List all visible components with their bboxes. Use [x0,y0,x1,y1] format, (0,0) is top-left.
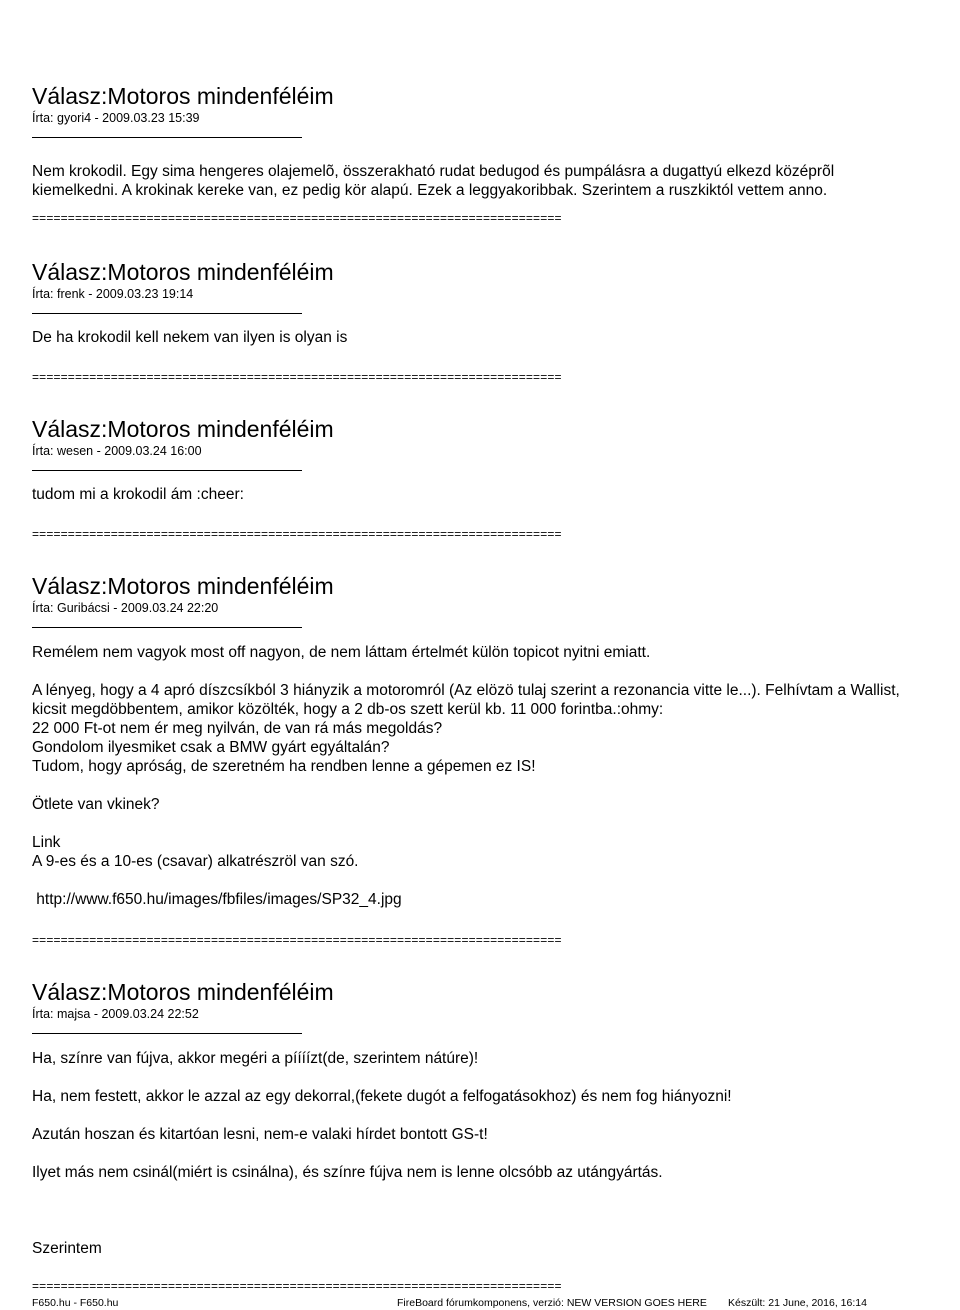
forum-post [32,979,952,1258]
link-text[interactable]: Link [32,834,61,851]
post-separator: ========================================================================== [32,370,562,384]
footer-site: F650.hu - F650.hu [32,1297,119,1309]
post-text-line: 22 000 Ft-ot nem ér meg nyilván, de van rá más megoldás? [32,720,443,737]
post-text-line: Szerintem [32,1240,102,1257]
post-body [32,485,952,504]
post-text-line: Ilyet más nem csinál(miért is csinálna), és színre fújva nem is lenne olcsóbb az utángyártás. [32,1164,663,1181]
post-body [32,328,952,347]
post-text-line: A 9-es és a 10-es (csavar) alkatrészröl van szó. [32,853,359,870]
post-text-line: De ha krokodil kell nekem van ilyen is olyan is [32,329,348,346]
post-text-line: A lényeg, hogy a 4 apró díszcsíkból 3 hiányzik a motoromról (Az elözö tulaj szerint a rezonancia vitte le...). Felhívtam a Wallist, [32,682,900,699]
post-body [32,643,952,909]
post-text-line: tudom mi a krokodil ám :cheer: [32,486,244,503]
post-text-line: Ha, színre van fújva, akkor megéri a píííízt(de, szerintem nátúre)! [32,1050,479,1067]
post-title: Válasz:Motoros mindenféléim [32,573,334,599]
post-text-line: kicsit megdöbbentem, amikor közölték, hogy a 2 db-os szett kerül kb. 11 000 forintba.:ohmy: [32,701,664,718]
post-body [32,1049,952,1258]
post-text-line: Nem krokodil. Egy sima hengeres olajemelõ, összerakható rudat bedugod és pumpálásra a dugattyú elkezd középrõl [32,163,835,180]
post-title: Válasz:Motoros mindenféléim [32,259,334,285]
post-divider [32,627,302,628]
post-title: Válasz:Motoros mindenféléim [32,83,334,109]
post-text-line: kiemelkedni. A krokinak kereke van, ez pedig kör alapú. Ezek a leggyakoribbak. Szerintem a ruszkiktól vettem anno. [32,182,828,199]
post-text-line: Remélem nem vagyok most off nagyon, de nem láttam értelmét külön topicot nyitni emiatt. [32,644,651,661]
post-text-line: Azután hoszan és kitartóan lesni, nem-e valaki hírdet bontott GS-t! [32,1126,488,1143]
post-divider [32,137,302,138]
post-title: Válasz:Motoros mindenféléim [32,416,334,442]
post-separator: ========================================================================== [32,527,562,541]
post-title: Válasz:Motoros mindenféléim [32,979,334,1005]
post-meta: Írta: majsa - 2009.03.24 22:52 [32,1007,199,1021]
forum-post [32,259,952,347]
post-text-line: Tudom, hogy apróság, de szeretném ha rendben lenne a gépemen ez IS! [32,758,536,775]
post-divider [32,1033,302,1034]
footer-credits: FireBoard fórumkomponens, verzió: NEW VERSION GOES HERE [397,1297,707,1309]
forum-post [32,573,952,909]
post-meta: Írta: frenk - 2009.03.23 19:14 [32,287,194,301]
post-body [32,162,952,200]
forum-post [32,416,952,504]
post-text-line: Ha, nem festett, akkor le azzal az egy dekorral,(fekete dugót a felfogatásokhoz) és nem fog hiányozni! [32,1088,732,1105]
post-divider [32,470,302,471]
post-text-line: Ötlete van vkinek? [32,796,160,813]
post-separator: ========================================================================== [32,1279,562,1293]
post-meta: Írta: Guribácsi - 2009.03.24 22:20 [32,601,219,615]
footer-timestamp: Készült: 21 June, 2016, 16:14 [728,1297,867,1309]
post-meta: Írta: wesen - 2009.03.24 16:00 [32,444,202,458]
post-meta: Írta: gyori4 - 2009.03.23 15:39 [32,111,200,125]
post-separator: ========================================================================== [32,211,562,225]
post-text-line: Gondolom ilyesmiket csak a BMW gyárt egyáltalán? [32,739,390,756]
post-separator: ========================================================================== [32,933,562,947]
post-divider [32,313,302,314]
image-url-link[interactable]: http://www.f650.hu/images/fbfiles/images/SP32_4.jpg [32,891,402,908]
forum-post [32,83,952,200]
